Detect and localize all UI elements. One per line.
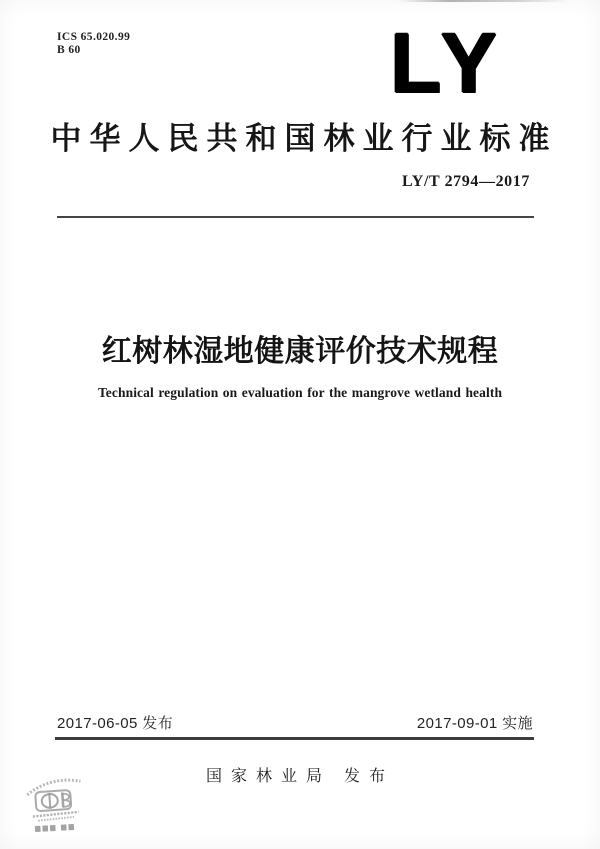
publish-action-label: 发布 [344,768,395,785]
classification-code: B 60 [57,43,81,56]
scan-artifact [398,0,568,2]
standard-category-title: 中华人民共和国林业行业标准 [50,121,558,156]
ly-standard-logo: LY [390,16,504,110]
implementation-date: 2017-09-01 实施 [416,715,533,732]
dates-row [57,712,533,733]
publisher-name: 国家林业局 [205,768,331,785]
footer-divider-line [55,737,534,740]
document-title-english: Technical regulation on evaluation for the mangrove wetland health [97,385,503,400]
publisher-row [0,763,600,786]
ics-classification-block [57,31,130,56]
ics-code: ICS 65.020.99 [57,31,131,43]
standard-number: LY/T 2794—2017 [402,173,530,190]
header-divider-line [57,216,534,218]
document-title-chinese: 红树林湿地健康评价技术规程 [101,335,499,368]
watermark-stamp-icon [20,774,90,838]
issue-date: 2017-06-05 发布 [57,715,174,732]
